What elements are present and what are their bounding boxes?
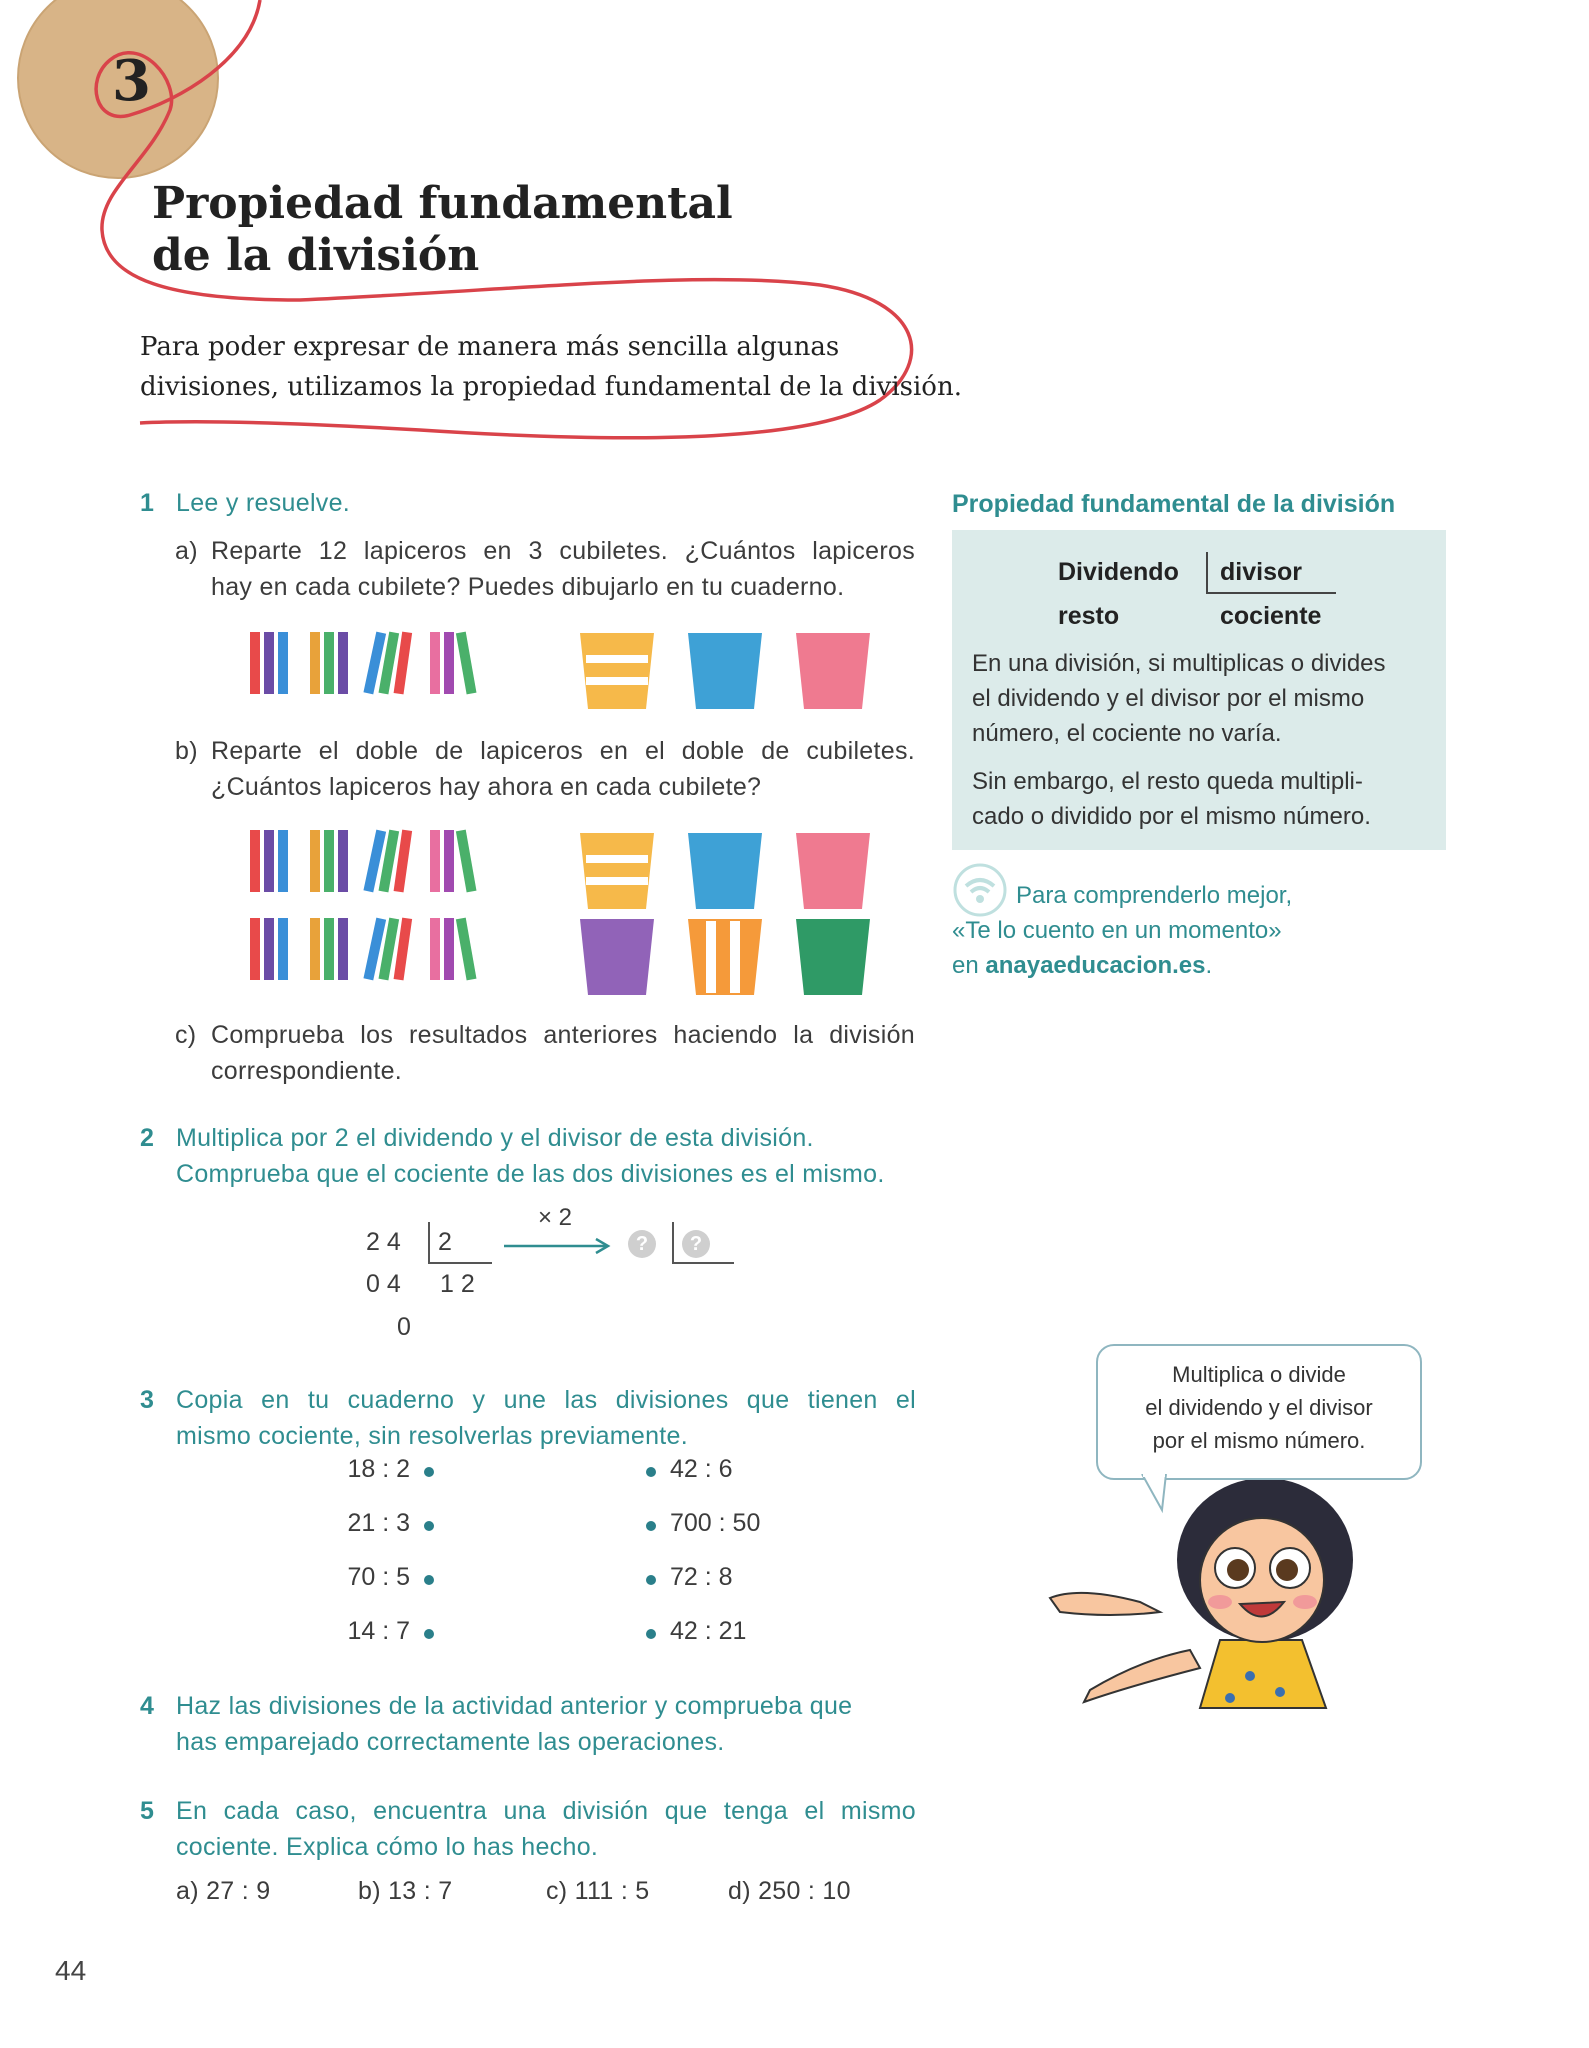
- left-dot: [424, 1629, 434, 1639]
- exercise-1c-line1: Comprueba los resultados anteriores haciendo la división: [211, 1021, 915, 1049]
- exercise-4: [140, 1688, 916, 1760]
- sidebar-divisor: divisor: [1220, 558, 1302, 586]
- exercise-1-number: 1: [140, 489, 155, 517]
- sidebar-paragraph-2: [972, 764, 1371, 834]
- cups-b-graphic: [578, 825, 878, 1005]
- left-division: 18 : 2: [347, 1455, 410, 1483]
- exercise-1b: [175, 733, 915, 805]
- right-division: 72 : 8: [670, 1563, 733, 1591]
- times-two-label: × 2: [538, 1204, 573, 1231]
- exercise-4-number: 4: [140, 1692, 155, 1720]
- exercise-3-line2: mismo cociente, sin resolverlas previamente.: [176, 1422, 689, 1450]
- cups-illustration-b: [578, 825, 878, 1005]
- arrow-right-icon: [502, 1236, 614, 1256]
- exercise-2: [140, 1120, 916, 1192]
- new-division-bracket: [672, 1222, 674, 1262]
- exercise-1c-line2: correspondiente.: [211, 1057, 403, 1085]
- resource-link-site[interactable]: anayaeducacion.es: [985, 952, 1206, 979]
- left-dot: [424, 1521, 434, 1531]
- division-remainder: 0: [397, 1313, 411, 1341]
- right-division: 700 : 50: [670, 1509, 761, 1537]
- exercise-1a: [175, 533, 915, 605]
- exercise-1c-label: c): [175, 1021, 197, 1049]
- exercise-1-heading: [140, 485, 350, 521]
- resource-link[interactable]: [952, 862, 1446, 982]
- speech-bubble: [1096, 1344, 1422, 1480]
- exercise-2-line1: Multiplica por 2 el dividendo y el divisor de esta división.: [176, 1124, 814, 1152]
- bubble-line3: por el mismo número.: [1152, 1428, 1366, 1453]
- division-bracket-line: [428, 1262, 492, 1264]
- sidebar-bracket-line: [1206, 592, 1336, 594]
- right-division: 42 : 6: [670, 1455, 733, 1483]
- sidebar-cociente: cociente: [1220, 602, 1322, 630]
- matching-pairs: [300, 1455, 800, 1675]
- sidebar-box: [952, 530, 1446, 850]
- pencils-illustration-a: [245, 622, 505, 702]
- section-badge-number: 3: [112, 48, 151, 114]
- left-division: 70 : 5: [347, 1563, 410, 1591]
- pencils-illustration-b: [245, 820, 505, 990]
- intro-line2: divisiones, utilizamos la propiedad fundamental de la división.: [140, 372, 962, 402]
- wifi-icon: [952, 862, 1008, 918]
- right-dot: [646, 1575, 656, 1585]
- exercise-5-line2: cociente. Explica cómo lo has hecho.: [176, 1833, 599, 1861]
- sidebar-p1-line1: En una división, si multiplicas o divides: [972, 650, 1386, 677]
- division-bracket: [428, 1222, 430, 1262]
- division-dividend: 2 4: [366, 1228, 401, 1256]
- intro-text: [140, 327, 962, 407]
- left-division: 21 : 3: [347, 1509, 410, 1537]
- right-dot: [646, 1467, 656, 1477]
- sidebar-resto: resto: [1058, 602, 1120, 630]
- sidebar-paragraph-1: [972, 646, 1386, 751]
- cups-illustration-a: [578, 625, 878, 715]
- pencils-b-graphic: [245, 820, 505, 990]
- exercise-2-line2: Comprueba que el cociente de las dos divisiones es el mismo.: [176, 1160, 885, 1188]
- page-title-line1: Propiedad fundamental: [152, 178, 733, 229]
- exercise-1-title: Lee y resuelve.: [176, 489, 351, 517]
- exercise-1a-line2: hay en cada cubilete? Puedes dibujarlo en tu cuaderno.: [211, 573, 845, 601]
- resource-link-line1: Para comprenderlo mejor,: [1016, 882, 1293, 909]
- exercise-2-number: 2: [140, 1124, 155, 1152]
- sidebar-p1-line2: el dividendo y el divisor por el mismo: [972, 685, 1365, 712]
- right-dot: [646, 1629, 656, 1639]
- division-quotient: 1 2: [440, 1270, 475, 1298]
- exercise-5-item: c) 111 : 5: [546, 1877, 650, 1905]
- exercise-5-item: b) 13 : 7: [358, 1877, 453, 1905]
- right-dot: [646, 1521, 656, 1531]
- left-division: 14 : 7: [347, 1617, 410, 1645]
- sidebar-bracket: [1206, 552, 1208, 592]
- sidebar-p1-line3: número, el cociente no varía.: [972, 720, 1282, 747]
- exercise-5-item: a) 27 : 9: [176, 1877, 271, 1905]
- exercise-1b-line2: ¿Cuántos lapiceros hay ahora en cada cubilete?: [211, 773, 762, 801]
- exercise-3-number: 3: [140, 1386, 155, 1414]
- girl-graphic: [1040, 1480, 1360, 1720]
- speech-bubble-text: [1098, 1358, 1420, 1457]
- exercise-1a-label: a): [175, 537, 198, 565]
- exercise-3-line1: Copia en tu cuaderno y une las divisiones que tienen el: [176, 1386, 916, 1414]
- left-dot: [424, 1467, 434, 1477]
- pencils-a-graphic: [245, 622, 505, 702]
- resource-link-suffix: .: [1205, 952, 1213, 979]
- exercise-4-line2: has emparejado correctamente las operaciones.: [176, 1728, 725, 1756]
- division-divisor: 2: [438, 1228, 452, 1256]
- exercise-4-line1: Haz las divisiones de la actividad anterior y comprueba que: [176, 1692, 853, 1720]
- exercise-1c: [175, 1017, 915, 1089]
- intro-line1: Para poder expresar de manera más sencilla algunas: [140, 332, 840, 362]
- unknown-divisor-icon: ?: [682, 1230, 710, 1258]
- exercise-1b-line1: Reparte el doble de lapiceros en el doble de cubiletes.: [211, 737, 915, 765]
- sidebar-dividendo: Dividendo: [1058, 558, 1179, 586]
- resource-link-line2: «Te lo cuento en un momento»: [952, 917, 1282, 944]
- division-partial: 0 4: [366, 1270, 401, 1298]
- unknown-dividend-icon: ?: [628, 1230, 656, 1258]
- resource-link-prefix: en: [952, 952, 979, 979]
- page-title: [152, 178, 733, 282]
- new-division-bracket-line: [672, 1262, 734, 1264]
- exercise-3: [140, 1382, 916, 1454]
- girl-character-illustration: [1040, 1480, 1360, 1720]
- sidebar-p2-line1: Sin embargo, el resto queda multipli-: [972, 768, 1363, 795]
- resource-link-line3: [952, 952, 1212, 980]
- exercise-5: [140, 1793, 916, 1865]
- division-layout: [360, 1204, 780, 1352]
- page-number: 44: [55, 1955, 87, 1986]
- page-title-line2: de la división: [152, 230, 480, 281]
- exercise-5-number: 5: [140, 1797, 155, 1825]
- exercise-1b-label: b): [175, 737, 198, 765]
- left-dot: [424, 1575, 434, 1585]
- sidebar-title: Propiedad fundamental de la división: [952, 490, 1396, 518]
- sidebar-p2-line2: cado o dividido por el mismo número.: [972, 803, 1371, 830]
- right-division: 42 : 21: [670, 1617, 747, 1645]
- bubble-line2: el dividendo y el divisor: [1145, 1395, 1373, 1420]
- exercise-5-line1: En cada caso, encuentra una división que tenga el mismo: [176, 1797, 916, 1825]
- exercise-5-item: d) 250 : 10: [728, 1877, 851, 1905]
- exercise-1a-line1: Reparte 12 lapiceros en 3 cubiletes. ¿Cuántos lapiceros: [211, 537, 915, 565]
- cups-a-graphic: [578, 625, 878, 715]
- bubble-line1: Multiplica o divide: [1172, 1362, 1346, 1387]
